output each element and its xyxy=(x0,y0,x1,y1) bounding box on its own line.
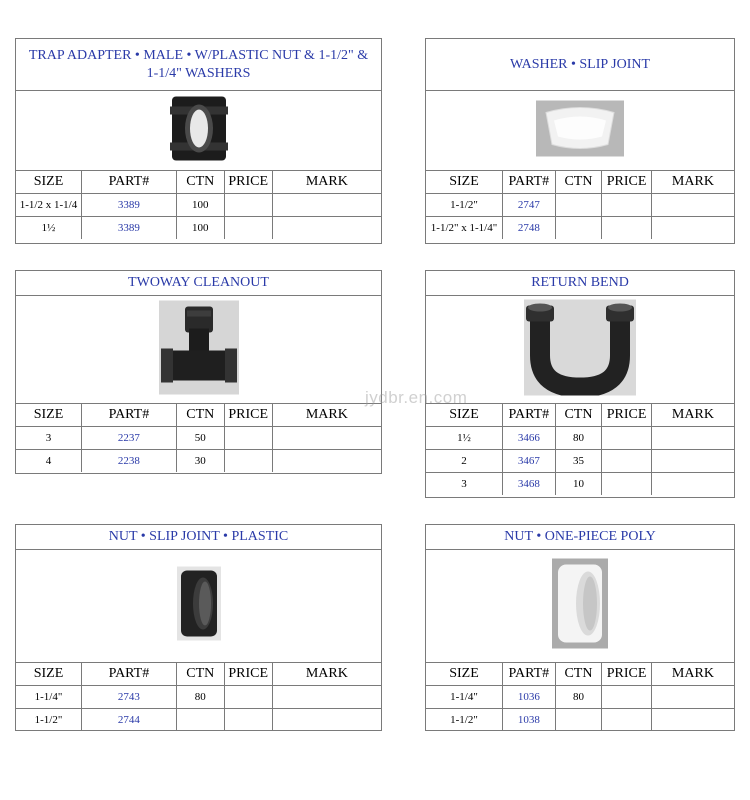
part-number-cell: 3467 xyxy=(503,450,556,473)
column-header-mark: MARK xyxy=(651,663,734,686)
ctn-cell: 30 xyxy=(176,450,224,473)
column-header-price: PRICE xyxy=(224,663,272,686)
size-cell: 1-1/2" xyxy=(426,709,503,732)
mark-cell xyxy=(272,686,381,709)
table-row xyxy=(16,709,381,732)
card-title: NUT • ONE-PIECE POLY xyxy=(426,525,734,550)
price-cell xyxy=(602,709,652,732)
product-card-slip-nut xyxy=(15,524,382,731)
column-header-mark: MARK xyxy=(651,171,734,194)
table-row xyxy=(426,450,734,473)
table-row xyxy=(16,427,381,450)
parts-table xyxy=(16,171,381,239)
mark-cell xyxy=(651,427,734,450)
product-image xyxy=(16,91,381,171)
column-header-mark: MARK xyxy=(272,171,381,194)
part-number-cell: 3466 xyxy=(503,427,556,450)
parts-table xyxy=(426,663,734,731)
ctn-cell xyxy=(555,217,602,240)
table-row xyxy=(426,194,734,217)
part-number-cell: 1036 xyxy=(503,686,556,709)
product-card-twoway-cleanout xyxy=(15,270,382,474)
column-header-ctn: CTN xyxy=(555,171,602,194)
product-image xyxy=(16,550,381,663)
size-cell: 1½ xyxy=(426,427,503,450)
column-header-part: PART# xyxy=(503,171,556,194)
column-header-part: PART# xyxy=(81,663,176,686)
column-header-ctn: CTN xyxy=(176,663,224,686)
size-cell: 1-1/2" xyxy=(16,709,81,732)
product-image xyxy=(426,296,734,404)
part-number-cell: 3468 xyxy=(503,473,556,496)
size-cell: 1½ xyxy=(16,217,81,240)
product-image xyxy=(426,550,734,663)
column-header-price: PRICE xyxy=(224,404,272,427)
column-header-part: PART# xyxy=(81,404,176,427)
column-header-mark: MARK xyxy=(272,663,381,686)
mark-cell xyxy=(651,686,734,709)
part-number-cell: 2237 xyxy=(81,427,176,450)
size-cell: 1-1/2 x 1-1/4 xyxy=(16,194,81,217)
card-title: TRAP ADAPTER • MALE • W/PLASTIC NUT & 1-1/2" & 1-1/4" WASHERS xyxy=(16,39,381,91)
part-number-cell: 2747 xyxy=(503,194,556,217)
column-header-size: SIZE xyxy=(426,404,503,427)
column-header-price: PRICE xyxy=(602,171,652,194)
cleanout-tee-icon xyxy=(159,300,239,399)
column-header-size: SIZE xyxy=(426,171,503,194)
size-cell: 4 xyxy=(16,450,81,473)
size-cell: 1-1/2" xyxy=(426,194,503,217)
column-header-part: PART# xyxy=(503,663,556,686)
card-title: RETURN BEND xyxy=(426,271,734,296)
part-number-cell: 1038 xyxy=(503,709,556,732)
ctn-cell: 80 xyxy=(176,686,224,709)
part-number-cell: 2744 xyxy=(81,709,176,732)
watermark-text: jydbr.en.com xyxy=(365,388,468,407)
mark-cell xyxy=(651,473,734,496)
parts-table xyxy=(426,404,734,495)
column-header-part: PART# xyxy=(81,171,176,194)
product-card-trap-adapter xyxy=(15,38,382,244)
column-header-size: SIZE xyxy=(16,404,81,427)
table-row xyxy=(16,686,381,709)
mark-cell xyxy=(272,217,381,240)
column-header-ctn: CTN xyxy=(176,171,224,194)
mark-cell xyxy=(651,194,734,217)
column-header-part: PART# xyxy=(503,404,556,427)
card-title: TWOWAY CLEANOUT xyxy=(16,271,381,296)
product-card-poly-nut xyxy=(425,524,735,731)
price-cell xyxy=(602,427,652,450)
column-header-size: SIZE xyxy=(16,663,81,686)
mark-cell xyxy=(272,194,381,217)
table-row xyxy=(426,217,734,240)
column-header-ctn: CTN xyxy=(176,404,224,427)
return-bend-icon xyxy=(524,299,636,400)
column-header-size: SIZE xyxy=(16,171,81,194)
size-cell: 1-1/2" x 1-1/4" xyxy=(426,217,503,240)
mark-cell xyxy=(272,450,381,473)
column-header-price: PRICE xyxy=(224,171,272,194)
part-number-cell: 2238 xyxy=(81,450,176,473)
table-row xyxy=(426,709,734,732)
washer-icon xyxy=(536,100,624,161)
price-cell xyxy=(602,473,652,496)
table-header-row xyxy=(426,171,734,194)
ctn-cell: 35 xyxy=(555,450,602,473)
slip-nut-icon xyxy=(177,567,221,646)
ctn-cell xyxy=(555,709,602,732)
price-cell xyxy=(602,194,652,217)
ctn-cell: 80 xyxy=(555,686,602,709)
parts-table xyxy=(426,171,734,239)
ctn-cell xyxy=(555,194,602,217)
mark-cell xyxy=(272,427,381,450)
price-cell xyxy=(602,686,652,709)
product-image xyxy=(16,296,381,404)
column-header-ctn: CTN xyxy=(555,404,602,427)
card-title: NUT • SLIP JOINT • PLASTIC xyxy=(16,525,381,550)
part-number-cell: 2748 xyxy=(503,217,556,240)
price-cell xyxy=(602,217,652,240)
price-cell xyxy=(224,217,272,240)
price-cell xyxy=(224,709,272,732)
size-cell: 3 xyxy=(16,427,81,450)
table-header-row xyxy=(426,663,734,686)
column-header-price: PRICE xyxy=(602,663,652,686)
ctn-cell xyxy=(176,709,224,732)
part-number-cell: 2743 xyxy=(81,686,176,709)
table-row xyxy=(16,194,381,217)
mark-cell xyxy=(651,450,734,473)
size-cell: 3 xyxy=(426,473,503,496)
ctn-cell: 80 xyxy=(555,427,602,450)
column-header-price: PRICE xyxy=(602,404,652,427)
mark-cell xyxy=(651,217,734,240)
price-cell xyxy=(602,450,652,473)
column-header-ctn: CTN xyxy=(555,663,602,686)
poly-nut-icon xyxy=(552,559,608,654)
product-card-return-bend xyxy=(425,270,735,498)
ctn-cell: 100 xyxy=(176,194,224,217)
card-title: WASHER • SLIP JOINT xyxy=(426,39,734,91)
product-card-washer xyxy=(425,38,735,244)
price-cell xyxy=(224,686,272,709)
parts-table xyxy=(16,663,381,731)
size-cell: 2 xyxy=(426,450,503,473)
table-row xyxy=(426,686,734,709)
table-header-row xyxy=(16,663,381,686)
parts-table xyxy=(16,404,381,472)
mark-cell xyxy=(272,709,381,732)
table-header-row xyxy=(426,404,734,427)
table-header-row xyxy=(16,404,381,427)
table-row xyxy=(426,473,734,496)
part-number-cell: 3389 xyxy=(81,217,176,240)
price-cell xyxy=(224,427,272,450)
size-cell: 1-1/4" xyxy=(16,686,81,709)
table-header-row xyxy=(16,171,381,194)
column-header-mark: MARK xyxy=(651,404,734,427)
price-cell xyxy=(224,450,272,473)
size-cell: 1-1/4" xyxy=(426,686,503,709)
ctn-cell: 100 xyxy=(176,217,224,240)
product-image xyxy=(426,91,734,171)
part-number-cell: 3389 xyxy=(81,194,176,217)
table-row xyxy=(16,450,381,473)
ctn-cell: 10 xyxy=(555,473,602,496)
table-row xyxy=(16,217,381,240)
trap-adapter-icon xyxy=(168,92,230,169)
column-header-size: SIZE xyxy=(426,663,503,686)
ctn-cell: 50 xyxy=(176,427,224,450)
price-cell xyxy=(224,194,272,217)
column-header-mark: MARK xyxy=(272,404,381,427)
table-row xyxy=(426,427,734,450)
mark-cell xyxy=(651,709,734,732)
